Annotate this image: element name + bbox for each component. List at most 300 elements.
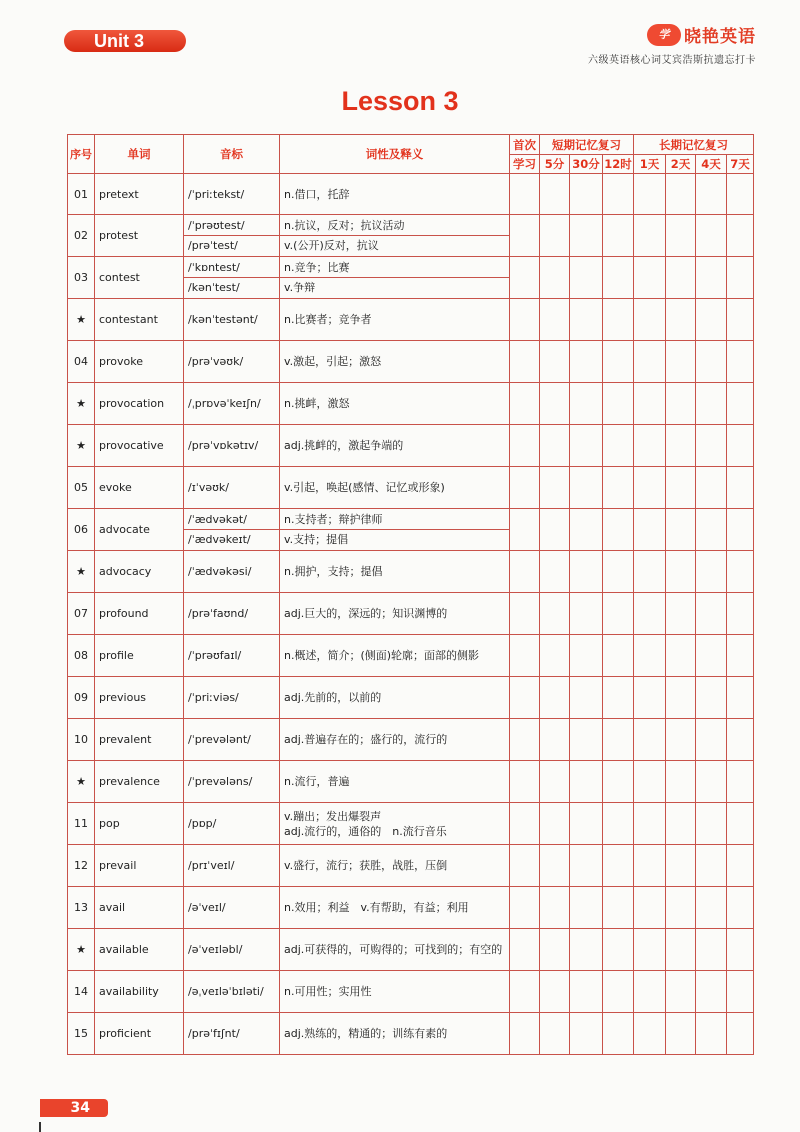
ipa-cell: /kənˈtestənt/ bbox=[184, 299, 280, 341]
brand bbox=[588, 22, 756, 66]
checkbox-cell[interactable] bbox=[634, 551, 666, 593]
checkbox-cell[interactable] bbox=[603, 257, 634, 299]
checkbox-cell[interactable] bbox=[510, 719, 540, 761]
checkbox-cell[interactable] bbox=[603, 299, 634, 341]
table-row bbox=[68, 341, 754, 383]
checkbox-cell[interactable] bbox=[510, 174, 540, 215]
checkbox-cell[interactable] bbox=[696, 677, 727, 719]
checkbox-cell[interactable] bbox=[727, 299, 754, 341]
checkbox-cell[interactable] bbox=[727, 593, 754, 635]
table-row bbox=[68, 971, 754, 1013]
checkbox-cell[interactable] bbox=[570, 761, 603, 803]
checkbox-cell[interactable] bbox=[603, 761, 634, 803]
ipa-line: /prəˈtest/ bbox=[184, 235, 279, 255]
checkbox-cell[interactable] bbox=[666, 257, 696, 299]
checkbox-cell[interactable] bbox=[666, 551, 696, 593]
ipa-cell: /pɒp/ bbox=[184, 803, 280, 845]
checkbox-cell[interactable] bbox=[570, 551, 603, 593]
header-short-col: 30分 bbox=[570, 155, 603, 174]
checkbox-cell[interactable] bbox=[510, 215, 540, 257]
ipa-cell: /prəˈfaʊnd/ bbox=[184, 593, 280, 635]
checkbox-cell[interactable] bbox=[603, 929, 634, 971]
row-number: 07 bbox=[68, 593, 95, 635]
checkbox-cell[interactable] bbox=[666, 383, 696, 425]
checkbox-cell[interactable] bbox=[727, 257, 754, 299]
checkbox-cell[interactable] bbox=[696, 509, 727, 551]
checkbox-cell[interactable] bbox=[696, 971, 727, 1013]
definition-line: adj.普遍存在的；盛行的，流行的 bbox=[284, 733, 448, 746]
checkbox-cell[interactable] bbox=[696, 929, 727, 971]
word-cell: provoke bbox=[95, 341, 184, 383]
checkbox-cell[interactable] bbox=[510, 971, 540, 1013]
checkbox-cell[interactable] bbox=[510, 929, 540, 971]
checkbox-cell[interactable] bbox=[540, 551, 570, 593]
checkbox-cell[interactable] bbox=[634, 257, 666, 299]
definition-line: n.竞争；比赛 bbox=[284, 261, 350, 274]
ipa-cell bbox=[184, 215, 280, 257]
checkbox-cell[interactable] bbox=[727, 383, 754, 425]
definition-cell bbox=[280, 551, 510, 593]
definition-cell bbox=[280, 635, 510, 677]
checkbox-cell[interactable] bbox=[570, 845, 603, 887]
ipa-cell bbox=[184, 257, 280, 299]
definition-line: v.争辩 bbox=[280, 277, 509, 297]
definition-line: v.引起，唤起(感情、记忆或形象) bbox=[284, 481, 445, 494]
checkbox-cell[interactable] bbox=[666, 845, 696, 887]
checkbox-cell[interactable] bbox=[634, 971, 666, 1013]
checkbox-cell[interactable] bbox=[510, 1013, 540, 1055]
definition-cell bbox=[280, 1013, 510, 1055]
checkbox-cell[interactable] bbox=[634, 509, 666, 551]
checkbox-cell[interactable] bbox=[634, 467, 666, 509]
definition-line: n.挑衅，激怒 bbox=[284, 397, 350, 410]
checkbox-cell[interactable] bbox=[634, 593, 666, 635]
checkbox-cell[interactable] bbox=[510, 551, 540, 593]
checkbox-cell[interactable] bbox=[540, 803, 570, 845]
vocab-table bbox=[67, 134, 754, 1055]
checkbox-cell[interactable] bbox=[570, 635, 603, 677]
checkbox-cell[interactable] bbox=[540, 593, 570, 635]
word-cell: contestant bbox=[95, 299, 184, 341]
ipa-cell: /ˈprəʊfaɪl/ bbox=[184, 635, 280, 677]
checkbox-cell[interactable] bbox=[570, 341, 603, 383]
checkbox-cell[interactable] bbox=[727, 467, 754, 509]
word-cell: contest bbox=[95, 257, 184, 299]
checkbox-cell[interactable] bbox=[696, 887, 727, 929]
definition-line: n.支持者；辩护律师 bbox=[284, 513, 383, 526]
checkbox-cell[interactable] bbox=[727, 761, 754, 803]
checkbox-cell[interactable] bbox=[634, 341, 666, 383]
ipa-cell: /prəˈvɒkətɪv/ bbox=[184, 425, 280, 467]
margin-tick bbox=[39, 1122, 41, 1132]
definition-cell bbox=[280, 719, 510, 761]
row-number: 15 bbox=[68, 1013, 95, 1055]
table-row bbox=[68, 719, 754, 761]
checkbox-cell[interactable] bbox=[510, 635, 540, 677]
word-cell: prevalence bbox=[95, 761, 184, 803]
header-first-study-a: 首次 bbox=[510, 135, 540, 155]
header-ipa: 音标 bbox=[184, 135, 280, 174]
checkbox-cell[interactable] bbox=[540, 341, 570, 383]
checkbox-cell[interactable] bbox=[603, 383, 634, 425]
header-long-col: 7天 bbox=[727, 155, 754, 174]
table-row bbox=[68, 257, 754, 299]
checkbox-cell[interactable] bbox=[603, 845, 634, 887]
checkbox-cell[interactable] bbox=[727, 719, 754, 761]
definition-cell bbox=[280, 383, 510, 425]
checkbox-cell[interactable] bbox=[570, 887, 603, 929]
row-number: 14 bbox=[68, 971, 95, 1013]
definition-line: n.流行，普遍 bbox=[284, 775, 350, 788]
checkbox-cell[interactable] bbox=[510, 803, 540, 845]
row-number: 08 bbox=[68, 635, 95, 677]
checkbox-cell[interactable] bbox=[510, 257, 540, 299]
word-cell: pretext bbox=[95, 174, 184, 215]
checkbox-cell[interactable] bbox=[696, 593, 727, 635]
checkbox-cell[interactable] bbox=[540, 887, 570, 929]
table-row bbox=[68, 1013, 754, 1055]
checkbox-cell[interactable] bbox=[666, 215, 696, 257]
checkbox-cell[interactable] bbox=[696, 174, 727, 215]
definition-line: v.蹦出；发出爆裂声 bbox=[284, 809, 382, 823]
checkbox-cell[interactable] bbox=[510, 593, 540, 635]
checkbox-cell[interactable] bbox=[727, 425, 754, 467]
word-cell: proficient bbox=[95, 1013, 184, 1055]
ipa-cell: /prəˈvəʊk/ bbox=[184, 341, 280, 383]
table-row bbox=[68, 677, 754, 719]
checkbox-cell[interactable] bbox=[540, 299, 570, 341]
ipa-cell: /ˈprevələns/ bbox=[184, 761, 280, 803]
lesson-title: Lesson 3 bbox=[341, 86, 459, 116]
checkbox-cell[interactable] bbox=[696, 215, 727, 257]
ipa-cell: /prɪˈveɪl/ bbox=[184, 845, 280, 887]
definition-cell bbox=[280, 677, 510, 719]
word-cell: previous bbox=[95, 677, 184, 719]
page-number: 34 bbox=[40, 1099, 108, 1117]
row-number: ★ bbox=[68, 425, 95, 467]
checkbox-cell[interactable] bbox=[634, 677, 666, 719]
table-row bbox=[68, 174, 754, 215]
ipa-cell: /əˈveɪləbl/ bbox=[184, 929, 280, 971]
checkbox-cell[interactable] bbox=[603, 174, 634, 215]
table-row bbox=[68, 845, 754, 887]
checkbox-cell[interactable] bbox=[727, 509, 754, 551]
checkbox-cell[interactable] bbox=[696, 383, 727, 425]
checkbox-cell[interactable] bbox=[727, 677, 754, 719]
checkbox-cell[interactable] bbox=[510, 509, 540, 551]
checkbox-cell[interactable] bbox=[603, 425, 634, 467]
definition-line: n.比赛者；竞争者 bbox=[284, 313, 372, 326]
word-cell: available bbox=[95, 929, 184, 971]
checkbox-cell[interactable] bbox=[666, 677, 696, 719]
ipa-line: /kənˈtest/ bbox=[184, 277, 279, 297]
checkbox-cell[interactable] bbox=[603, 509, 634, 551]
checkbox-cell[interactable] bbox=[666, 887, 696, 929]
word-cell: avail bbox=[95, 887, 184, 929]
definition-cell bbox=[280, 971, 510, 1013]
checkbox-cell[interactable] bbox=[727, 929, 754, 971]
checkbox-cell[interactable] bbox=[603, 1013, 634, 1055]
definition-cell bbox=[280, 467, 510, 509]
checkbox-cell[interactable] bbox=[696, 299, 727, 341]
checkbox-cell[interactable] bbox=[634, 929, 666, 971]
checkbox-cell[interactable] bbox=[570, 1013, 603, 1055]
checkbox-cell[interactable] bbox=[727, 887, 754, 929]
checkbox-cell[interactable] bbox=[727, 971, 754, 1013]
ipa-cell: /ˈpriːtekst/ bbox=[184, 174, 280, 215]
header-short-col: 12时 bbox=[603, 155, 634, 174]
definition-line: adj.挑衅的，激起争端的 bbox=[284, 439, 404, 452]
checkbox-cell[interactable] bbox=[727, 215, 754, 257]
checkbox-cell[interactable] bbox=[570, 215, 603, 257]
word-cell: evoke bbox=[95, 467, 184, 509]
checkbox-cell[interactable] bbox=[634, 803, 666, 845]
header-first-study-b: 学习 bbox=[510, 155, 540, 174]
checkbox-cell[interactable] bbox=[603, 215, 634, 257]
checkbox-cell[interactable] bbox=[727, 845, 754, 887]
header-long-col: 1天 bbox=[634, 155, 666, 174]
checkbox-cell[interactable] bbox=[696, 1013, 727, 1055]
definition-line: n.拥护，支持；提倡 bbox=[284, 565, 383, 578]
definition-line: v.盛行，流行；获胜，战胜，压倒 bbox=[284, 859, 448, 872]
table-row bbox=[68, 509, 754, 551]
checkbox-cell[interactable] bbox=[666, 425, 696, 467]
checkbox-cell[interactable] bbox=[510, 299, 540, 341]
checkbox-cell[interactable] bbox=[634, 215, 666, 257]
checkbox-cell[interactable] bbox=[603, 971, 634, 1013]
definition-line: adj.流行的，通俗的 n.流行音乐 bbox=[284, 824, 447, 838]
ipa-line: /ˈædvəkət/ bbox=[188, 513, 247, 526]
checkbox-cell[interactable] bbox=[570, 677, 603, 719]
checkbox-cell[interactable] bbox=[634, 174, 666, 215]
checkbox-cell[interactable] bbox=[510, 677, 540, 719]
checkbox-cell[interactable] bbox=[696, 551, 727, 593]
word-cell: provocation bbox=[95, 383, 184, 425]
definition-line: adj.可获得的，可购得的；可找到的；有空的 bbox=[284, 943, 503, 956]
checkbox-cell[interactable] bbox=[603, 593, 634, 635]
definition-line: v.(公开)反对，抗议 bbox=[280, 235, 509, 255]
checkbox-cell[interactable] bbox=[510, 383, 540, 425]
checkbox-cell[interactable] bbox=[634, 299, 666, 341]
checkbox-cell[interactable] bbox=[570, 174, 603, 215]
row-number: 03 bbox=[68, 257, 95, 299]
checkbox-cell[interactable] bbox=[634, 845, 666, 887]
ipa-line: /ˈædvəkeɪt/ bbox=[184, 529, 279, 549]
brand-logo-icon: 学 bbox=[647, 24, 681, 46]
table-row bbox=[68, 425, 754, 467]
definition-line: adj.先前的，以前的 bbox=[284, 691, 382, 704]
table-row bbox=[68, 383, 754, 425]
checkbox-cell[interactable] bbox=[727, 174, 754, 215]
definition-cell bbox=[280, 761, 510, 803]
checkbox-cell[interactable] bbox=[634, 635, 666, 677]
checkbox-cell[interactable] bbox=[510, 341, 540, 383]
header-word: 单词 bbox=[95, 135, 184, 174]
word-cell: advocacy bbox=[95, 551, 184, 593]
checkbox-cell[interactable] bbox=[540, 383, 570, 425]
checkbox-cell[interactable] bbox=[570, 971, 603, 1013]
definition-cell bbox=[280, 593, 510, 635]
checkbox-cell[interactable] bbox=[666, 593, 696, 635]
checkbox-cell[interactable] bbox=[603, 341, 634, 383]
checkbox-cell[interactable] bbox=[570, 257, 603, 299]
checkbox-cell[interactable] bbox=[540, 971, 570, 1013]
definition-line: v.激起，引起；激怒 bbox=[284, 355, 382, 368]
row-number: ★ bbox=[68, 761, 95, 803]
checkbox-cell[interactable] bbox=[666, 803, 696, 845]
checkbox-cell[interactable] bbox=[666, 1013, 696, 1055]
checkbox-cell[interactable] bbox=[603, 635, 634, 677]
checkbox-cell[interactable] bbox=[666, 761, 696, 803]
checkbox-cell[interactable] bbox=[696, 761, 727, 803]
row-number: 06 bbox=[68, 509, 95, 551]
checkbox-cell[interactable] bbox=[540, 761, 570, 803]
checkbox-cell[interactable] bbox=[696, 257, 727, 299]
checkbox-cell[interactable] bbox=[727, 1013, 754, 1055]
brand-name: 晓艳英语 bbox=[684, 27, 756, 47]
header-long-term: 长期记忆复习 bbox=[634, 135, 754, 155]
checkbox-cell[interactable] bbox=[634, 383, 666, 425]
definition-line: n.概述，简介；(侧面)轮廓；面部的侧影 bbox=[284, 649, 480, 662]
checkbox-cell[interactable] bbox=[696, 845, 727, 887]
word-cell: prevail bbox=[95, 845, 184, 887]
checkbox-cell[interactable] bbox=[696, 803, 727, 845]
table-row bbox=[68, 215, 754, 257]
word-cell: prevalent bbox=[95, 719, 184, 761]
row-number: ★ bbox=[68, 551, 95, 593]
definition-cell bbox=[280, 803, 510, 845]
row-number: ★ bbox=[68, 383, 95, 425]
checkbox-cell[interactable] bbox=[540, 1013, 570, 1055]
checkbox-cell[interactable] bbox=[666, 971, 696, 1013]
definition-cell bbox=[280, 509, 510, 551]
ipa-cell: /prəˈfɪʃnt/ bbox=[184, 1013, 280, 1055]
checkbox-cell[interactable] bbox=[603, 551, 634, 593]
word-cell: availability bbox=[95, 971, 184, 1013]
checkbox-cell[interactable] bbox=[510, 845, 540, 887]
row-number: 01 bbox=[68, 174, 95, 215]
row-number: 13 bbox=[68, 887, 95, 929]
checkbox-cell[interactable] bbox=[540, 215, 570, 257]
checkbox-cell[interactable] bbox=[727, 551, 754, 593]
checkbox-cell[interactable] bbox=[696, 635, 727, 677]
checkbox-cell[interactable] bbox=[666, 635, 696, 677]
ipa-cell bbox=[184, 509, 280, 551]
definition-cell bbox=[280, 845, 510, 887]
row-number: 10 bbox=[68, 719, 95, 761]
definition-line: adj.巨大的，深远的；知识渊博的 bbox=[284, 607, 448, 620]
checkbox-cell[interactable] bbox=[603, 887, 634, 929]
checkbox-cell[interactable] bbox=[634, 425, 666, 467]
checkbox-cell[interactable] bbox=[570, 425, 603, 467]
ipa-cell: /ˌprɒvəˈkeɪʃn/ bbox=[184, 383, 280, 425]
checkbox-cell[interactable] bbox=[696, 425, 727, 467]
checkbox-cell[interactable] bbox=[634, 761, 666, 803]
checkbox-cell[interactable] bbox=[540, 425, 570, 467]
checkbox-cell[interactable] bbox=[570, 509, 603, 551]
table-row bbox=[68, 467, 754, 509]
word-cell: pop bbox=[95, 803, 184, 845]
unit-badge: Unit 3 bbox=[64, 30, 186, 52]
checkbox-cell[interactable] bbox=[570, 383, 603, 425]
definition-line: n.可用性；实用性 bbox=[284, 985, 372, 998]
checkbox-cell[interactable] bbox=[666, 299, 696, 341]
checkbox-cell[interactable] bbox=[540, 509, 570, 551]
header-no: 序号 bbox=[68, 135, 95, 174]
checkbox-cell[interactable] bbox=[540, 719, 570, 761]
row-number: 11 bbox=[68, 803, 95, 845]
table-row bbox=[68, 635, 754, 677]
checkbox-cell[interactable] bbox=[603, 803, 634, 845]
definition-line: n.借口，托辞 bbox=[284, 187, 350, 201]
checkbox-cell[interactable] bbox=[666, 341, 696, 383]
checkbox-cell[interactable] bbox=[540, 635, 570, 677]
word-cell: provocative bbox=[95, 425, 184, 467]
word-cell: protest bbox=[95, 215, 184, 257]
checkbox-cell[interactable] bbox=[666, 174, 696, 215]
definition-cell bbox=[280, 929, 510, 971]
checkbox-cell[interactable] bbox=[570, 803, 603, 845]
checkbox-cell[interactable] bbox=[540, 174, 570, 215]
checkbox-cell[interactable] bbox=[696, 341, 727, 383]
checkbox-cell[interactable] bbox=[634, 1013, 666, 1055]
definition-cell bbox=[280, 887, 510, 929]
definition-cell bbox=[280, 215, 510, 257]
checkbox-cell[interactable] bbox=[570, 929, 603, 971]
header-long-col: 4天 bbox=[696, 155, 727, 174]
checkbox-cell[interactable] bbox=[727, 341, 754, 383]
checkbox-cell[interactable] bbox=[510, 467, 540, 509]
checkbox-cell[interactable] bbox=[634, 719, 666, 761]
row-number: 12 bbox=[68, 845, 95, 887]
checkbox-cell[interactable] bbox=[696, 467, 727, 509]
checkbox-cell[interactable] bbox=[634, 887, 666, 929]
checkbox-cell[interactable] bbox=[510, 761, 540, 803]
definition-line: adj.熟练的，精通的；训练有素的 bbox=[284, 1027, 448, 1040]
checkbox-cell[interactable] bbox=[540, 467, 570, 509]
checkbox-cell[interactable] bbox=[510, 425, 540, 467]
checkbox-cell[interactable] bbox=[666, 719, 696, 761]
row-number: 02 bbox=[68, 215, 95, 257]
checkbox-cell[interactable] bbox=[603, 719, 634, 761]
checkbox-cell[interactable] bbox=[666, 929, 696, 971]
checkbox-cell[interactable] bbox=[603, 677, 634, 719]
definition-cell bbox=[280, 341, 510, 383]
table-row bbox=[68, 299, 754, 341]
checkbox-cell[interactable] bbox=[570, 467, 603, 509]
checkbox-cell[interactable] bbox=[540, 257, 570, 299]
checkbox-cell[interactable] bbox=[603, 467, 634, 509]
checkbox-cell[interactable] bbox=[727, 803, 754, 845]
brand-tagline: 六级英语核心词艾宾浩斯抗遗忘打卡 bbox=[588, 55, 756, 66]
checkbox-cell[interactable] bbox=[666, 509, 696, 551]
checkbox-cell[interactable] bbox=[570, 299, 603, 341]
checkbox-cell[interactable] bbox=[540, 845, 570, 887]
row-number: ★ bbox=[68, 299, 95, 341]
checkbox-cell[interactable] bbox=[570, 593, 603, 635]
checkbox-cell[interactable] bbox=[570, 719, 603, 761]
word-cell: profound bbox=[95, 593, 184, 635]
checkbox-cell[interactable] bbox=[540, 929, 570, 971]
ipa-line: /ˈprəʊtest/ bbox=[188, 219, 245, 232]
checkbox-cell[interactable] bbox=[727, 635, 754, 677]
definition-line: n.效用；利益 v.有帮助，有益；利用 bbox=[284, 901, 469, 914]
checkbox-cell[interactable] bbox=[540, 677, 570, 719]
checkbox-cell[interactable] bbox=[696, 719, 727, 761]
header-short-term: 短期记忆复习 bbox=[540, 135, 634, 155]
checkbox-cell[interactable] bbox=[510, 887, 540, 929]
checkbox-cell[interactable] bbox=[666, 467, 696, 509]
